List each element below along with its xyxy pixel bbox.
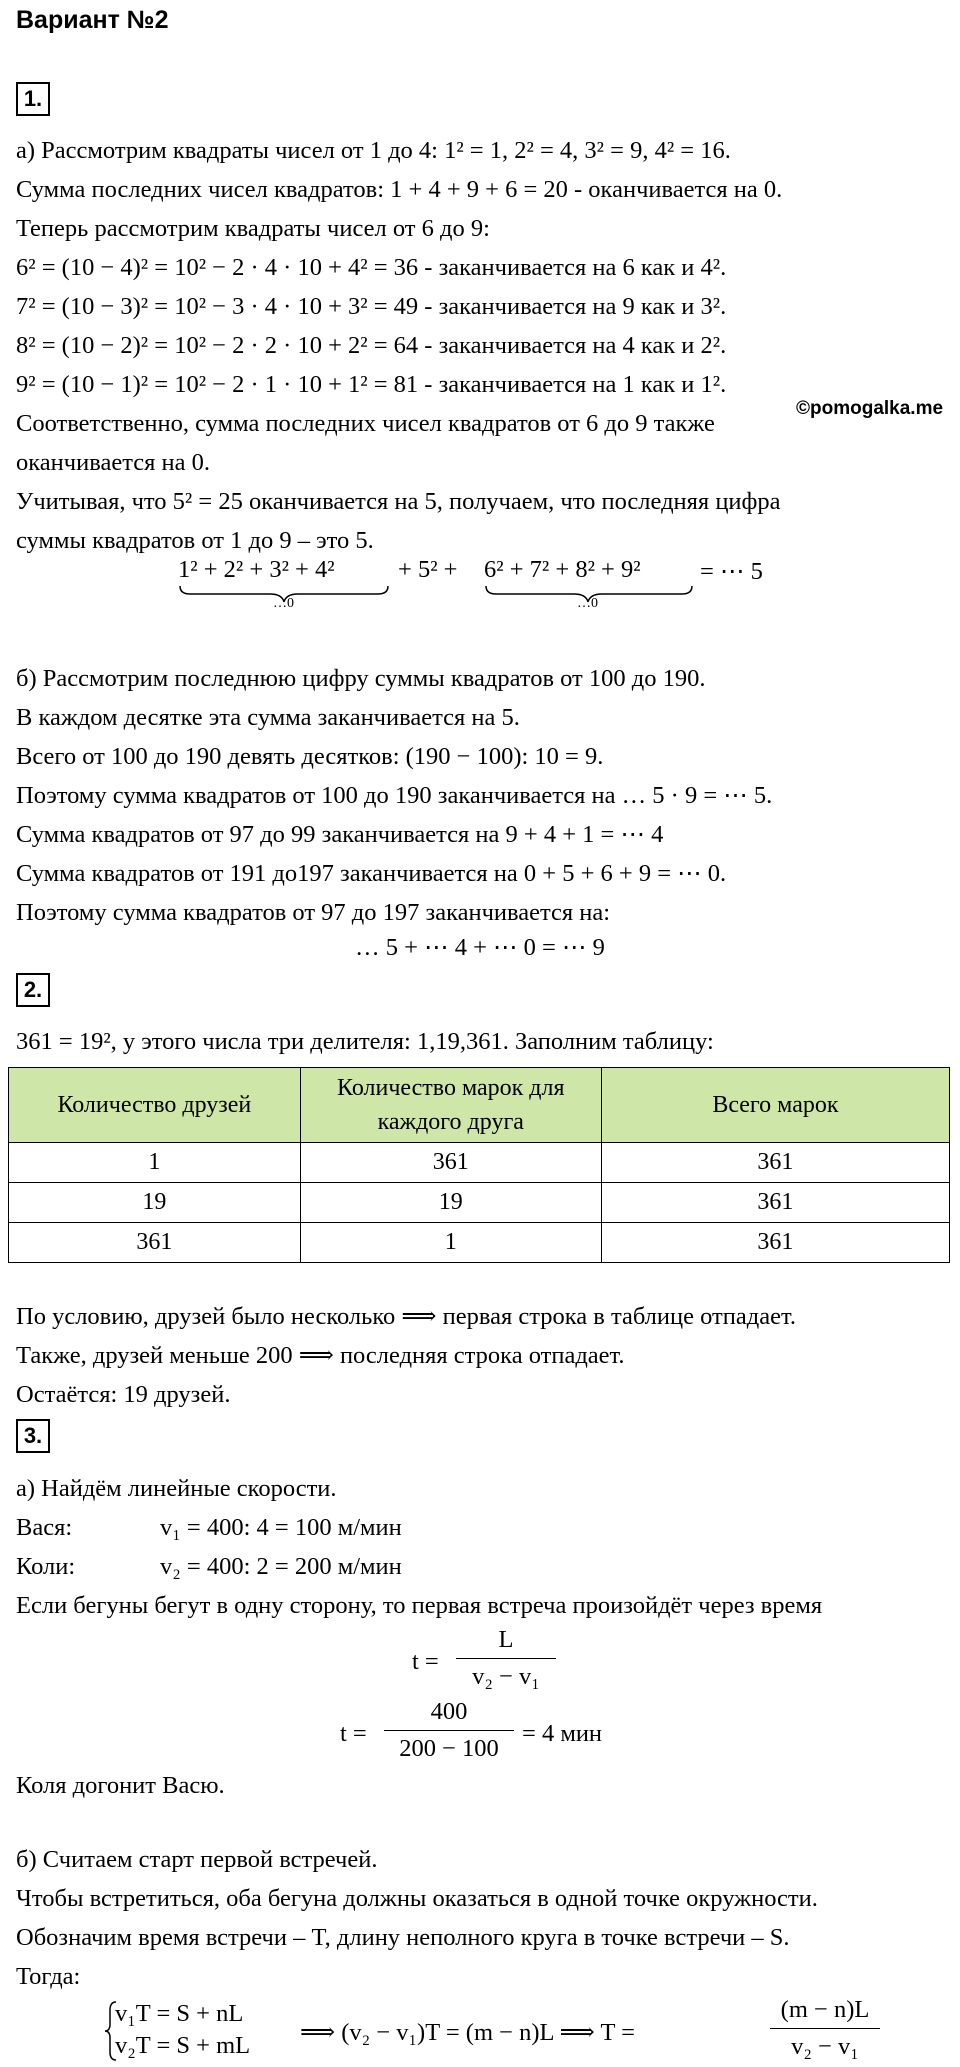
kolya-label: Коли: — [16, 1553, 76, 1580]
table-header-row — [9, 1068, 950, 1143]
table-row — [9, 1223, 950, 1263]
task3b-line-2: Чтобы встретиться, оба бегуна должны оказаться в одной точке окружности. — [16, 1885, 818, 1912]
task1-line-10: Учитывая, что 5² = 25 оканчивается на 5, получаем, что последняя цифра — [16, 488, 781, 515]
formula1-left: t = — [412, 1648, 439, 1675]
task2-intro: 361 = 19², у этого числа три делителя: 1,19,361. Заполним таблицу: — [16, 1028, 714, 1055]
task1b-line-2: В каждом десятке эта сумма заканчивается на 5. — [16, 704, 520, 731]
task1-line-7: 9² = (10 − 1)² = 10² − 2 · 1 · 10 + 1² = 81 - заканчивается на 1 как и 1². — [16, 371, 727, 398]
task1-line-2: Сумма последних чисел квадратов: 1 + 4 + 9 + 6 = 20 - оканчивается на 0. — [16, 176, 783, 203]
formula1-fraction — [456, 1624, 556, 1693]
table-header-cell: Всего марок — [601, 1068, 949, 1143]
task1-line-6: 8² = (10 − 2)² = 10² − 2 · 2 · 10 + 2² = 64 - заканчивается на 4 как и 2². — [16, 332, 727, 359]
friends-table — [8, 1067, 950, 1263]
task2-after-1: По условию, друзей было несколько ⟹ первая строка в таблице отпадает. — [16, 1303, 796, 1330]
brace-middle: + 5² + — [398, 556, 458, 583]
table-cell: 1 — [300, 1223, 601, 1263]
task1b-line-7: Поэтому сумма квадратов от 97 до 197 заканчивается на: — [16, 899, 611, 926]
table-cell: 361 — [601, 1183, 949, 1223]
system-denominator: v₂ − v₁ — [791, 2033, 859, 2060]
braced-sum-equation — [0, 556, 960, 626]
vasya-speed: v₁ = 400: 4 = 100 м/мин — [160, 1514, 402, 1541]
table-cell: 361 — [601, 1143, 949, 1183]
task1b-line-6: Сумма квадратов от 191 до197 заканчивается на 0 + 5 + 6 + 9 = ⋯ 0. — [16, 860, 727, 887]
task3-same-direction: Если бегуны бегут в одну сторону, то первая встреча произойдёт через время — [16, 1592, 823, 1619]
table-cell: 19 — [300, 1183, 601, 1223]
table-cell: 361 — [601, 1223, 949, 1263]
table-row — [9, 1143, 950, 1183]
brace-label-right: …0 — [577, 596, 598, 611]
formula1-denominator: v₂ − v₁ — [472, 1663, 540, 1690]
task-number-3: 3. — [16, 1419, 50, 1453]
system-numerator: (m − n)L — [780, 1996, 870, 2023]
task1-line-3: Теперь рассмотрим квадраты чисел от 6 до 9: — [16, 215, 490, 242]
kolya-speed: v₂ = 400: 2 = 200 м/мин — [160, 1553, 402, 1580]
table-row — [9, 1183, 950, 1223]
table-cell: 19 — [9, 1183, 301, 1223]
table-header-cell: Количество друзей — [9, 1068, 301, 1143]
formula2-right: = 4 мин — [522, 1720, 603, 1747]
brace-result: = ⋯ 5 — [700, 558, 763, 585]
formula2-numerator: 400 — [430, 1698, 468, 1725]
task1b-line-4: Поэтому сумма квадратов от 100 до 190 заканчивается на … 5 · 9 = ⋯ 5. — [16, 782, 773, 809]
task1-line-1: а) Рассмотрим квадраты чисел от 1 до 4: 1² = 1, 2² = 4, 3² = 9, 4² = 16. — [16, 137, 731, 164]
task1-line-11: суммы квадратов от 1 до 9 – это 5. — [16, 527, 374, 554]
task3-catch: Коля догонит Васю. — [16, 1772, 225, 1799]
task1-line-5: 7² = (10 − 3)² = 10² − 3 · 4 · 10 + 3² = 49 - заканчивается на 9 как и 3². — [16, 293, 727, 320]
task1b-line-5: Сумма квадратов от 97 до 99 заканчивается на 9 + 4 + 1 = ⋯ 4 — [16, 821, 664, 848]
task-number-1: 1. — [16, 82, 50, 116]
task3b-line-4: Тогда: — [16, 1963, 81, 1990]
formula2-denominator: 200 − 100 — [399, 1735, 499, 1762]
task3-a-title: а) Найдём линейные скорости. — [16, 1475, 337, 1502]
brace-group-right: 6² + 7² + 8² + 9² — [484, 556, 641, 583]
formula2-left: t = — [340, 1720, 367, 1747]
table-cell: 361 — [300, 1143, 601, 1183]
task2-after-2: Также, друзей меньше 200 ⟹ последняя строка отпадает. — [16, 1342, 625, 1369]
watermark: ©pomogalka.me — [796, 398, 944, 419]
task1b-line-1: б) Рассмотрим последнюю цифру суммы квадратов от 100 до 190. — [16, 665, 706, 692]
page-title: Вариант №2 — [16, 6, 169, 34]
task1-line-4: 6² = (10 − 4)² = 10² − 2 · 4 · 10 + 4² = 36 - заканчивается на 6 как и 4². — [16, 254, 727, 281]
system-derivation: ⟹ (v₂ − v₁)T = (m − n)L ⟹ T = — [300, 2019, 635, 2046]
task-number-2: 2. — [16, 973, 50, 1007]
underbraces — [0, 556, 960, 626]
table-cell: 361 — [9, 1223, 301, 1263]
task1b-result: … 5 + ⋯ 4 + ⋯ 0 = ⋯ 9 — [355, 934, 605, 961]
task3b-line-1: б) Считаем старт первой встречей. — [16, 1846, 378, 1873]
task3b-line-3: Обозначим время встречи – T, длину неполного круга в точке встречи – S. — [16, 1924, 790, 1951]
task1-line-9: оканчивается на 0. — [16, 449, 210, 476]
system-fraction — [770, 1994, 880, 2063]
brace-group-left: 1² + 2² + 3² + 4² — [178, 556, 335, 583]
formula2-fraction — [384, 1696, 514, 1765]
vasya-label: Вася: — [16, 1514, 73, 1541]
table-cell: 1 — [9, 1143, 301, 1183]
system-eq-1: v₁T = S + nL — [115, 2000, 244, 2027]
system-equations — [115, 1998, 250, 2062]
task1-line-8: Соответственно, сумма последних чисел квадратов от 6 до 9 также — [16, 410, 715, 437]
table-header-cell: Количество марок для каждого друга — [300, 1068, 601, 1143]
formula1-numerator: L — [498, 1626, 514, 1653]
brace-label-left: …0 — [273, 596, 294, 611]
task1b-line-3: Всего от 100 до 190 девять десятков: (190 − 100): 10 = 9. — [16, 743, 604, 770]
system-eq-2: v₂T = S + mL — [115, 2032, 251, 2059]
task2-after-3: Остаётся: 19 друзей. — [16, 1381, 231, 1408]
